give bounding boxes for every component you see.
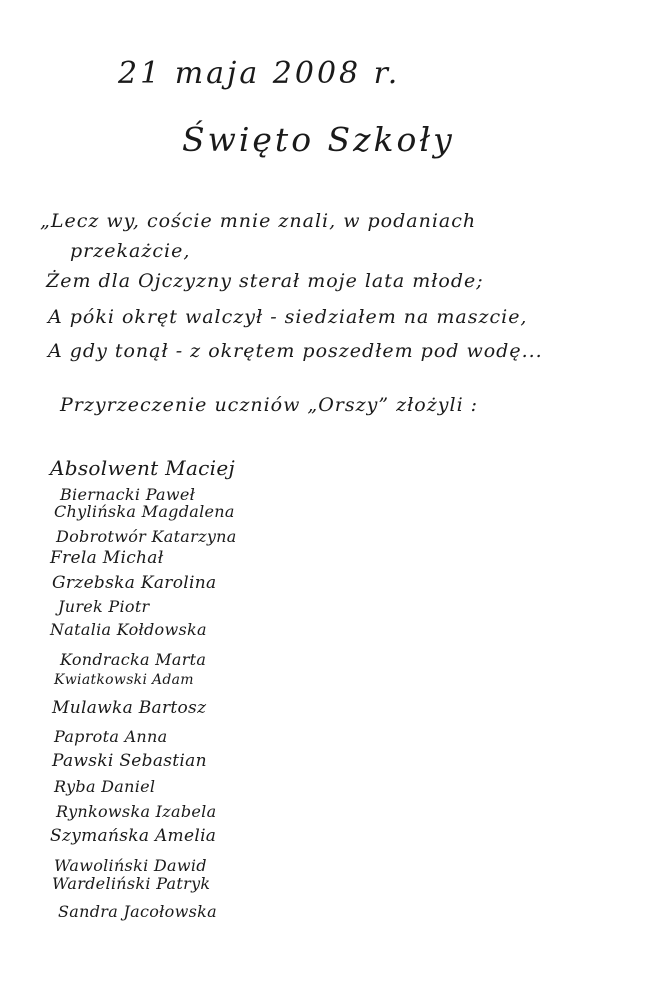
verse-line: Żem dla Ojczyzny sterał moje lata młode; [46,270,484,292]
verse-line: A póki okręt walczył - siedziałem na maszcie, [48,306,528,328]
signature: Jurek Piotr [58,597,150,616]
signature: Kondracka Marta [60,650,207,669]
verse-line: przekażcie, [70,240,191,262]
signature: Grzebska Karolina [52,573,217,593]
verse-line: A gdy tonął - z okrętem poszedłem pod wodę... [48,340,543,362]
signature: Szymańska Amelia [50,826,217,846]
signature: Chylińska Magdalena [54,502,235,521]
signature: Pawski Sebastian [52,751,207,771]
signature: Biernacki Paweł [60,485,196,504]
signature: Paprota Anna [54,727,168,746]
page-title: Święto Szkoły [182,120,455,159]
signature: Sandra Jacołowska [58,902,217,921]
page-date: 21 maja 2008 r. [118,56,401,91]
signature: Natalia Kołdowska [50,620,207,639]
signature: Dobrotwór Katarzyna [56,527,237,546]
signature: Ryba Daniel [54,777,156,796]
signature: Mulawka Bartosz [52,698,207,718]
signature: Wardeliński Patryk [52,874,211,893]
signature: Absolwent Maciej [50,456,236,480]
signature: Frela Michał [50,548,164,568]
promise-line: Przyrzeczenie uczniów „Orszy” złożyli : [60,394,479,416]
signature: Kwiatkowski Adam [54,672,194,688]
signature: Rynkowska Izabela [56,802,217,821]
verse-line: „Lecz wy, coście mnie znali, w podaniach [40,210,477,232]
signature: Wawoliński Dawid [54,856,207,875]
